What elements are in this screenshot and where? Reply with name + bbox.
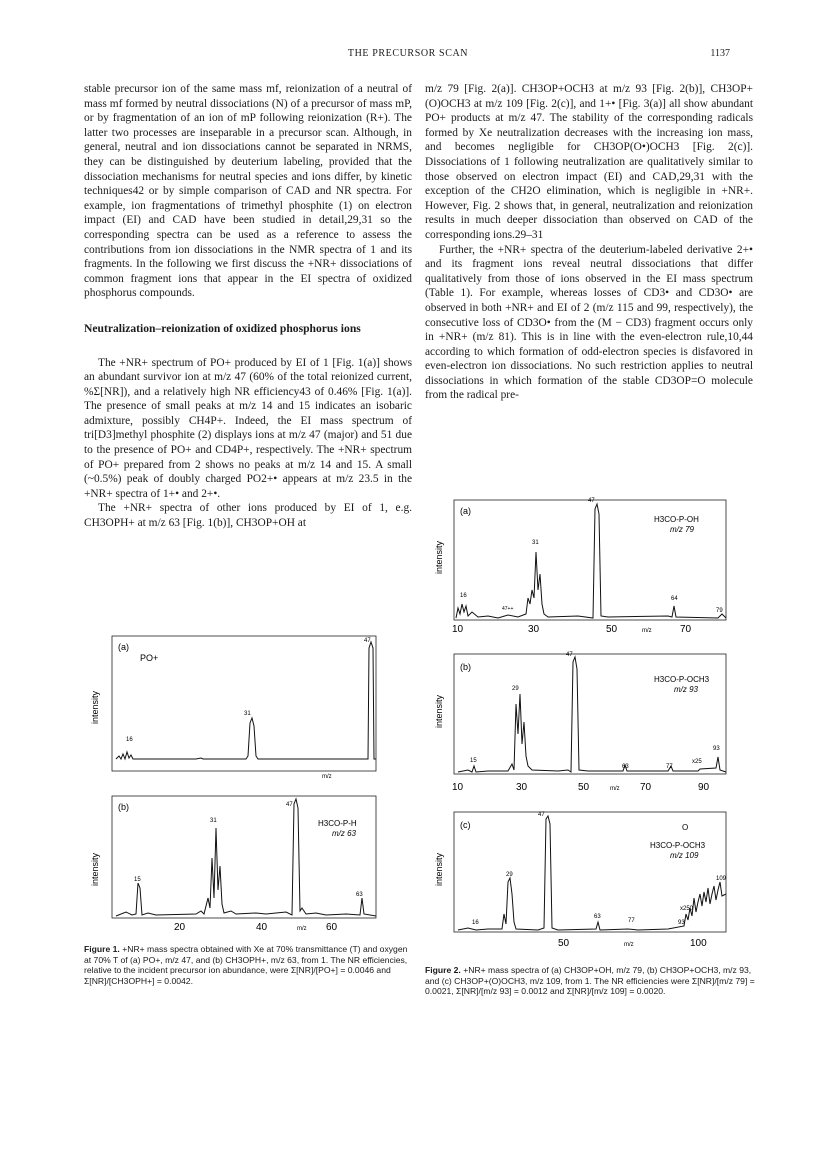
figure-2a-peak-31: 31 bbox=[532, 540, 539, 546]
figure-1b-peak-47: 47 bbox=[286, 802, 293, 808]
figure-1b-tick-20: 20 bbox=[174, 922, 186, 933]
figure-1b-panel bbox=[90, 796, 376, 933]
figure-1-caption-text: +NR+ mass spectra obtained with Xe at 70% transmittance (T) and oxygen at 70% T of (a) PO+, m/z 47, and (b) CH3OPH+, m/z 63, from 1. The NR efficiencies, relative to the incident precursor ion abundance, were Σ[NR]/[PO+] = 0.0046 and Σ[NR]/[CH3OPH+] = 0.0042. bbox=[84, 944, 408, 986]
figure-2b-peak-77: 77 bbox=[666, 764, 673, 770]
figure-2b-peak-15: 15 bbox=[470, 758, 477, 764]
figure-1b-ion-line1: H3CO-P-H bbox=[318, 819, 357, 828]
figure-2-caption bbox=[425, 965, 755, 997]
figure-2b-peak-63: 63 bbox=[622, 764, 629, 770]
figure-1b-tick-60: 60 bbox=[326, 922, 338, 933]
figure-2c-ion-line1: H3CO-P-OCH3 bbox=[650, 841, 706, 850]
figure-2a-ion-line1: H3CO-P-OH bbox=[654, 515, 699, 524]
right-paragraph-2: Further, the +NR+ spectra of the deuterium-labeled derivative 2+• and its fragment ions reveal neutral dissociations that differ qualitatively from those of ions observed in the EI mass spectrum (Table 1). For example, whereas losses of CD3• and CD3O• are observed in both +NR+ and EI of 2 (m/z 115 and 99, respectively), the consecutive loss of CD3O• from the (M − CD3) fragment occurs only in +NR+ (m/z 81). This is in line with the even-electron rule,10,44 according to which formation of odd-electron species is disfavored in even-electron ion dissociations. No such restriction applies to neutral dissociations in which formation of the stable CD3OP=O molecule from the radical pre- bbox=[425, 243, 753, 402]
figure-2b-panel bbox=[434, 652, 726, 793]
left-paragraph-2: The +NR+ spectrum of PO+ produced by EI of 1 [Fig. 1(a)] shows an abundant survivor ion at m/z 47 (60% of the total reionized current, %Σ[NR]), and a relatively high NR efficiency43 of 0.46% [Fig. 1(a)]. The presence of small peaks at m/z 14 and 15 indicates an isobaric admixture, possibly CH4P+. Indeed, the EI mass spectrum of tri[D3]methyl phosphite (2) displays ions at m/z 47 (major) and 51 due to the presence of PO+ and CD4P+, respectively. The +NR+ spectrum of PO+ prepared from 2 shows no peaks at m/z 14 and 15. A small (~0.5%) peak of doubly charged PO2+• appears at m/z 23.5 in the +NR+ spectra of 1+• and 2+•. bbox=[84, 356, 412, 500]
right-paragraph-1: m/z 79 [Fig. 2(a)]. CH3OP+OCH3 at m/z 93 [Fig. 2(b)], CH3OP+(O)OCH3 at m/z 109 [Fig. 2(c)], and 1+• [Fig. 3(a)] all show abundant PO+ products at m/z 47. The stability of the corresponding radicals formed by Xe neutralization decreases with the increasing ion mass, and becomes negligible for CH3OP(O•)OCH3 [Fig. 2(c)]. Dissociations of 1 following neutralization are qualitatively similar to those observed on electron impact (EI) and CAD,29,31 with the exception of the CH2O elimination, which is negligible in +NR+. However, Fig. 2 shows that, in general, neutralization and reionization results in much deeper dissociation than observed on CAD of the corresponding ions.29–31 bbox=[425, 83, 753, 241]
figure-1a-peak-47: 47 bbox=[364, 638, 371, 644]
section-heading: Neutralization–reionization of oxidized phosphorus ions bbox=[84, 321, 361, 335]
figure-1b-tick-40: 40 bbox=[256, 922, 268, 933]
figure-2b-tick-10: 10 bbox=[452, 782, 464, 793]
figure-2b-tick-90: 90 bbox=[698, 782, 710, 793]
figure-1-caption-label: Figure 1. bbox=[84, 944, 120, 954]
figure-1a-peak-16: 16 bbox=[126, 737, 133, 743]
figure-2c-peak-63: 63 bbox=[594, 914, 601, 920]
figure-1a-ylabel: intensity bbox=[90, 690, 100, 724]
figure-2c-ion-line2: m/z 109 bbox=[670, 851, 699, 860]
figure-1 bbox=[86, 628, 406, 938]
figure-2c-xlabel: m/z bbox=[624, 942, 634, 948]
figure-2b-ylabel: intensity bbox=[434, 694, 444, 728]
figure-2c-peak-109: 109 bbox=[716, 876, 727, 882]
left-column bbox=[84, 82, 412, 531]
figure-2c-label: (c) bbox=[460, 820, 471, 830]
figure-2a-xlabel: m/z bbox=[642, 628, 652, 634]
figure-2c-tick-50: 50 bbox=[558, 938, 570, 949]
right-column bbox=[425, 82, 753, 403]
figure-2b-peak-29: 29 bbox=[512, 686, 519, 692]
figure-2a-peak-16: 16 bbox=[460, 593, 467, 599]
figure-1-caption bbox=[84, 944, 414, 986]
figure-2 bbox=[428, 494, 738, 956]
figure-1b-ion-line2: m/z 63 bbox=[332, 829, 357, 838]
figure-2c-peak-77: 77 bbox=[628, 918, 635, 924]
figure-2a-peak-47-doubly: 47++ bbox=[502, 606, 514, 612]
figure-2-caption-label: Figure 2. bbox=[425, 965, 461, 975]
figure-1a-label: (a) bbox=[118, 642, 129, 652]
figure-2a-tick-10: 10 bbox=[452, 624, 464, 635]
figure-2a-ylabel: intensity bbox=[434, 540, 444, 574]
left-paragraph-3: The +NR+ spectra of other ions produced by EI of 1, e.g. CH3OPH+ at m/z 63 [Fig. 1(b)], CH3OP+OH at bbox=[84, 502, 412, 530]
figure-2a-ion-line2: m/z 79 bbox=[670, 525, 695, 534]
figure-2a-tick-50: 50 bbox=[606, 624, 618, 635]
left-paragraph-1: stable precursor ion of the same mass mf, reionization of a neutral of mass mf formed by neutral dissociations (N) of a precursor of mass mP, or by fragmentation of an ion of mP following reionization (R+). The latter two processes are inseparable in a precursor scan. Although, in general, neutral and ion dissociations cannot be separated in NRMS, they can be distinguished by deuterium labeling, provided that the dissociation mechanisms for neutral species and ions differ, by kinetic techniques42 or by simple comparison of CAD and NR spectra. For example, ion fragmentations of trimethyl phosphite (1) on electron impact (EI) and CAD have been studied in detail,29,31 so the corresponding spectra can be used as a reference to assess the contributions from ion dissociations in the NMR spectra of 1 and its fragments. In the following we first discuss the +NR+ dissociations of common fragment ions that appear in the EI spectra of oxidized phosphorus compounds. bbox=[84, 83, 412, 300]
figure-2b-xlabel: m/z bbox=[610, 786, 620, 792]
figure-2b-label: (b) bbox=[460, 662, 471, 672]
figure-1a-ion: PO+ bbox=[140, 653, 159, 663]
figure-1a-panel bbox=[90, 636, 376, 780]
figure-2c-tick-100: 100 bbox=[690, 938, 707, 949]
figure-2a-label: (a) bbox=[460, 506, 471, 516]
figure-2b-peak-47: 47 bbox=[566, 652, 573, 658]
figure-1b-peak-31: 31 bbox=[210, 818, 217, 824]
figure-2a-peak-47: 47 bbox=[588, 498, 595, 504]
figure-2b-tick-30: 30 bbox=[516, 782, 528, 793]
page-number: 1137 bbox=[710, 48, 730, 59]
figure-1b-xlabel: m/z bbox=[297, 926, 307, 932]
figure-2c-zoom: x250 bbox=[680, 906, 694, 912]
figure-2a-panel bbox=[434, 498, 726, 635]
figure-1b-peak-15: 15 bbox=[134, 877, 141, 883]
figure-2b-zoom: x25 bbox=[692, 759, 702, 765]
figure-2a-tick-30: 30 bbox=[528, 624, 540, 635]
figure-2c-ylabel: intensity bbox=[434, 852, 444, 886]
page-header bbox=[0, 48, 816, 62]
figure-2c-ion-top: O bbox=[682, 823, 689, 832]
figure-2a-peak-79: 79 bbox=[716, 608, 723, 614]
figure-2a-tick-70: 70 bbox=[680, 624, 692, 635]
figure-1a-xlabel: m/z bbox=[322, 774, 332, 780]
figure-1b-peak-63: 63 bbox=[356, 892, 363, 898]
figure-2a-peak-64: 64 bbox=[671, 596, 678, 602]
figure-2c-peak-16: 16 bbox=[472, 920, 479, 926]
figure-2c-peak-29: 29 bbox=[506, 872, 513, 878]
figure-2b-tick-50: 50 bbox=[578, 782, 590, 793]
figure-2c-panel bbox=[434, 812, 727, 949]
running-title: THE PRECURSOR SCAN bbox=[347, 48, 469, 59]
figure-2b-peak-93: 93 bbox=[713, 746, 720, 752]
figure-2b-ion-line1: H3CO-P-OCH3 bbox=[654, 675, 710, 684]
figure-2-caption-text: +NR+ mass spectra of (a) CH3OP+OH, m/z 79, (b) CH3OP+OCH3, m/z 93, and (c) CH3OP+(O)OCH3, m/z 109, from 1. The NR efficiencies were Σ[NR]/[m/z 79] = 0.0021, Σ[NR]/[m/z 93] = 0.0012 and Σ[NR]/[m/z 109] = 0.0020. bbox=[425, 965, 755, 997]
figure-1b-label: (b) bbox=[118, 802, 129, 812]
figure-2b-tick-70: 70 bbox=[640, 782, 652, 793]
figure-2b-ion-line2: m/z 93 bbox=[674, 685, 699, 694]
figure-1a-peak-31: 31 bbox=[244, 711, 251, 717]
figure-2c-peak-93: 93 bbox=[678, 920, 685, 926]
figure-2c-peak-47: 47 bbox=[538, 812, 545, 818]
figure-1b-ylabel: intensity bbox=[90, 852, 100, 886]
